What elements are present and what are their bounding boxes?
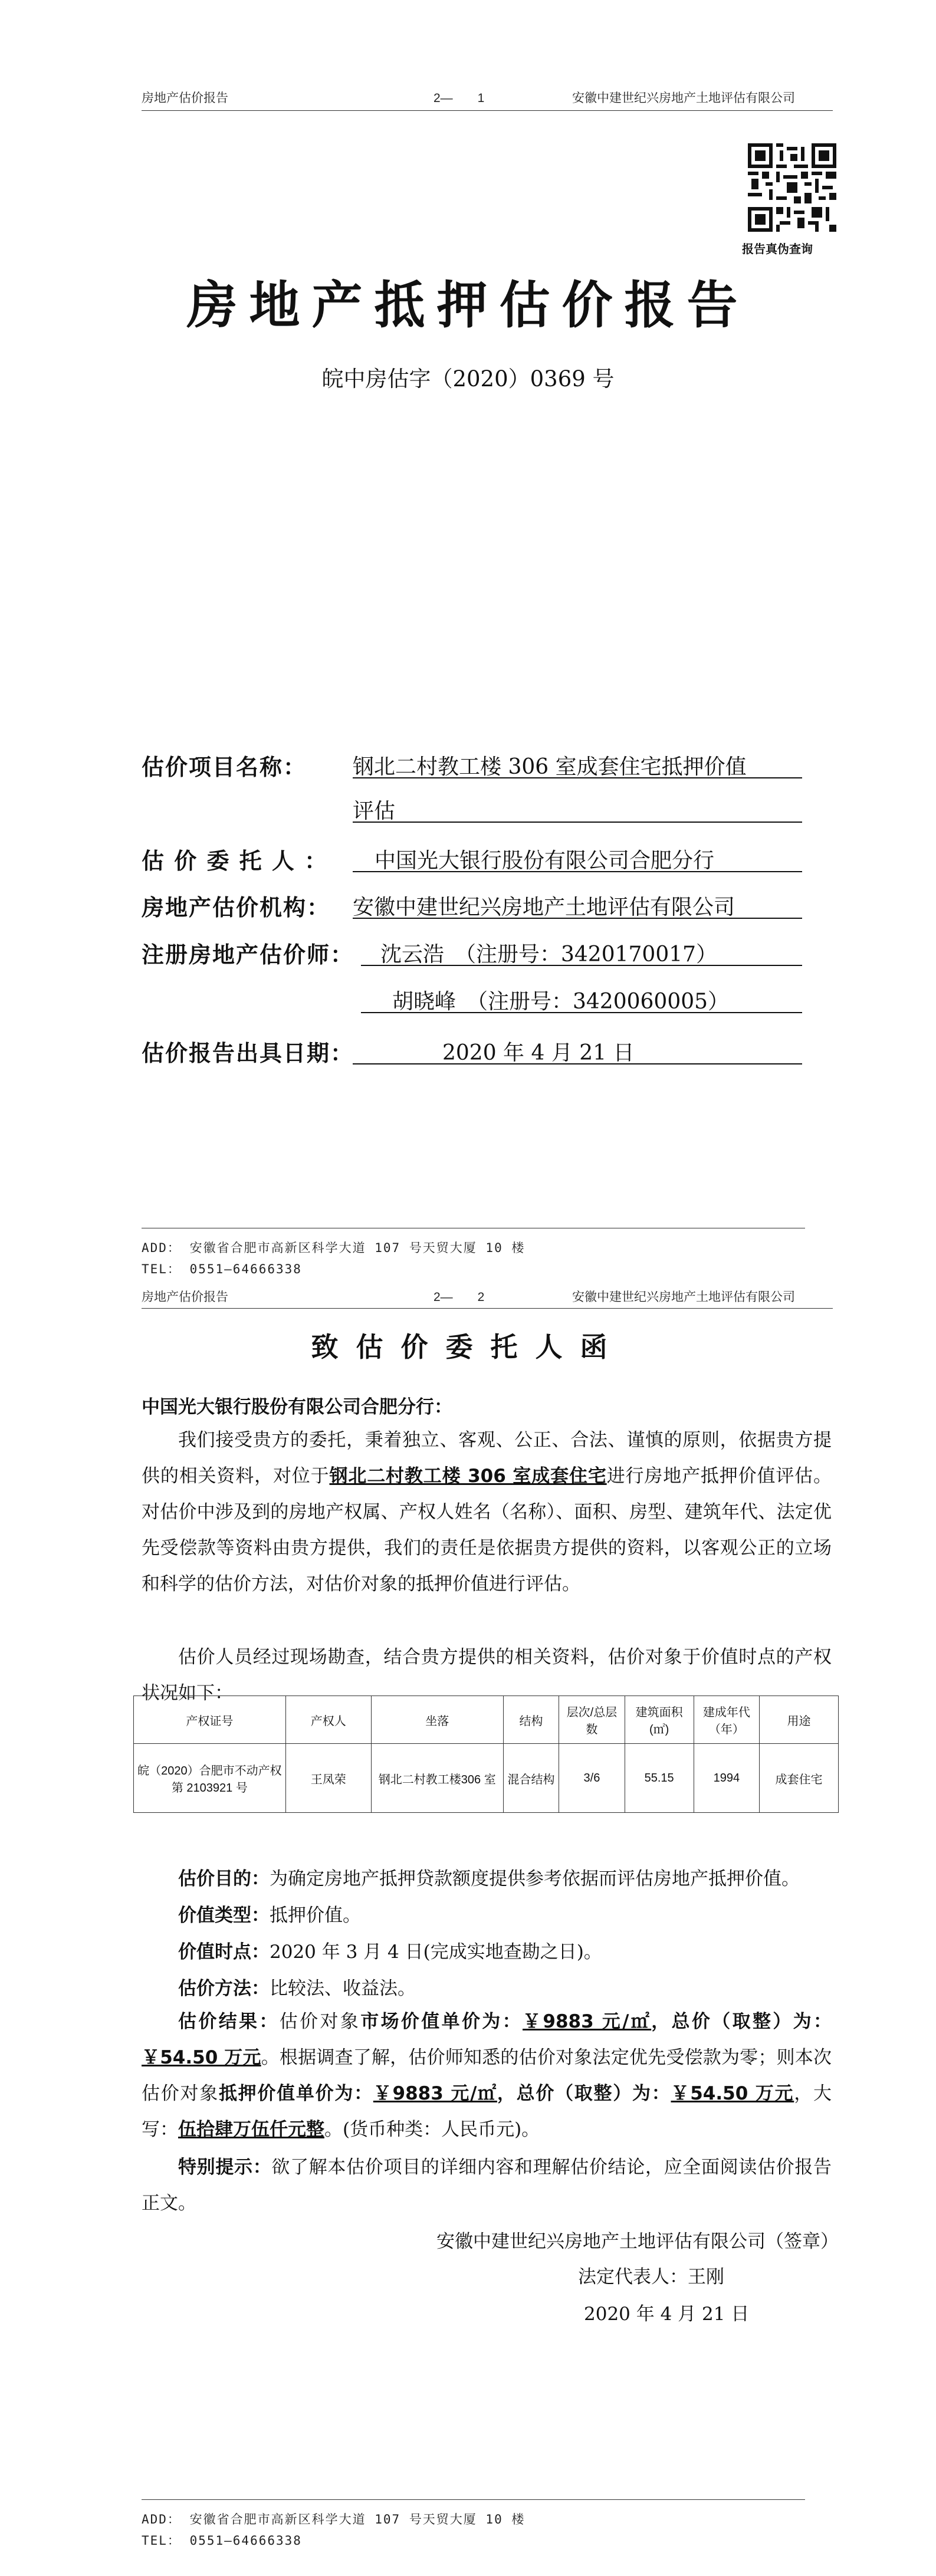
cell-use: 成套住宅: [760, 1744, 839, 1813]
page-number: 2— 2: [433, 1290, 485, 1304]
property-table: [133, 1696, 839, 1813]
footer-rule: [142, 2499, 805, 2500]
cell-cert: 皖（2020）合肥市不动产权第 2103921 号: [134, 1744, 286, 1813]
cell-owner: 王凤荣: [285, 1744, 371, 1813]
col-year: 建成年代（年）: [694, 1696, 759, 1744]
col-area: 建筑面积(㎡): [625, 1696, 694, 1744]
signature-company: 安徽中建世纪兴房地产土地评估有限公司（签章）: [436, 2231, 839, 2252]
client-value: 中国光大银行股份有限公司合肥分行: [375, 849, 715, 873]
underline: [361, 965, 802, 966]
cell-area: 55.15: [625, 1744, 694, 1813]
project-name-value-2: 评估: [353, 799, 396, 823]
header-company: 安徽中建世纪兴房地产土地评估有限公司: [572, 1290, 795, 1304]
result-paragraph: 估价结果：估价对象市场价值单价为：￥9883 元/㎡，总价（取整）为：￥54.50 万元。根据调查了解，估价师知悉的估价对象法定优先受偿款为零；则本次估价对象抵押价值单价为：￥9883 元/㎡，总价（取整）为：￥54.50 万元，大写：伍拾肆万伍仟元整。(货币种类：人民币元)。: [142, 2011, 832, 2140]
cell-structure: 混合结构: [503, 1744, 559, 1813]
tip-paragraph: 特别提示：欲了解本估价项目的详细内容和理解估价结论，应全面阅读估价报告正文。: [142, 2157, 832, 2214]
col-structure: 结构: [503, 1696, 559, 1744]
header-left: 房地产估价报告: [142, 1290, 228, 1304]
project-name-value: 钢北二村教工楼 306 室成套住宅抵押价值: [353, 755, 747, 779]
cell-floors: 3/6: [559, 1744, 625, 1813]
issue-date-value: 2020 年 4 月 21 日: [442, 1041, 635, 1065]
header-rule: [142, 1308, 833, 1309]
underline: [353, 871, 802, 872]
cell-year: 1994: [694, 1744, 759, 1813]
client-label: 估 价 委 托 人 ：: [142, 848, 329, 874]
col-owner: 产权人: [285, 1696, 371, 1744]
col-location: 坐落: [371, 1696, 503, 1744]
header-rule: [142, 110, 833, 111]
underline: [353, 918, 802, 919]
salutation: 中国光大银行股份有限公司合肥分行：: [142, 1397, 452, 1418]
underline: [361, 1012, 802, 1013]
method-line: 估价方法：比较法、收益法。: [178, 1978, 416, 1999]
appraiser-label: 注册房地产估价师：: [142, 942, 354, 968]
table-header-row: [134, 1696, 839, 1744]
agency-value: 安徽中建世纪兴房地产土地评估有限公司: [353, 895, 735, 919]
footer-tel: TEL： 0551—64666338: [142, 2534, 302, 2548]
appraiser-1: 沈云浩 （注册号：3420170017）: [380, 942, 718, 967]
purpose-line: 估价目的：为确定房地产抵押贷款额度提供参考依据而评估房地产抵押价值。: [178, 1868, 800, 1890]
footer-tel: TEL： 0551—64666338: [142, 1262, 302, 1276]
value-type-line: 价值类型：抵押价值。: [178, 1905, 361, 1926]
issue-date-label: 估价报告出具日期：: [142, 1040, 354, 1066]
header-company: 安徽中建世纪兴房地产土地评估有限公司: [572, 91, 795, 105]
value-time-line: 价值时点：2020 年 3 月 4 日(完成实地查勘之日)。: [178, 1941, 602, 1963]
report-title: 房地产抵押估价报告: [186, 275, 750, 335]
legal-representative: 法定代表人：王刚: [578, 2266, 724, 2288]
col-floors: 层次/总层数: [559, 1696, 625, 1744]
footer-address: ADD： 安徽省合肥市高新区科学大道 107 号天贸大厦 10 楼: [142, 2512, 526, 2526]
letter-title: 致估价委托人函: [311, 1331, 625, 1363]
footer-address: ADD： 安徽省合肥市高新区科学大道 107 号天贸大厦 10 楼: [142, 1241, 526, 1255]
header-left: 房地产估价报告: [142, 91, 228, 105]
col-use: 用途: [760, 1696, 839, 1744]
signature-date: 2020 年 4 月 21 日: [584, 2304, 750, 2325]
qr-code-icon[interactable]: [748, 143, 836, 232]
report-number: 皖中房估字（2020）0369 号: [321, 366, 615, 392]
agency-label: 房地产估价机构：: [142, 895, 331, 921]
paragraph-1: 我们接受贵方的委托，秉着独立、客观、公正、合法、谨慎的原则，依据贵方提供的相关资料，对位于钢北二村教工楼 306 室成套住宅进行房地产抵押价值评估。对估价中涉及到的房地产权属、产权人姓名（名称）、面积、房型、建筑年代、法定优先受偿款等资料由贵方提供，我们的责任是依据贵方提供的资料，以客观公正的立场和科学的估价方法，对估价对象的抵押价值进行评估。: [142, 1430, 832, 1595]
underline: [353, 822, 802, 823]
paragraph-2: 估价人员经过现场勘查，结合贵方提供的相关资料，估价对象于价值时点的产权状况如下：: [142, 1647, 832, 1704]
underline: [353, 777, 802, 778]
cell-location: 钢北二村教工楼306 室: [371, 1744, 503, 1813]
project-name-label: 估价项目名称：: [142, 754, 307, 780]
qr-caption: 报告真伪查询: [742, 242, 813, 256]
col-cert: 产权证号: [134, 1696, 286, 1744]
table-row: [134, 1744, 839, 1813]
underline: [353, 1063, 802, 1064]
page-number: 2— 1: [433, 91, 485, 105]
appraiser-2: 胡晓峰 （注册号：3420060005）: [392, 990, 730, 1014]
